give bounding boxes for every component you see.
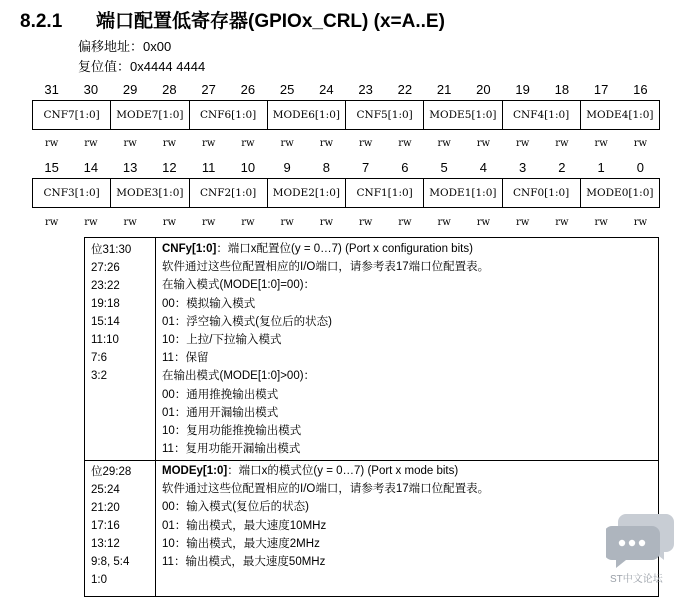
access-type: rw (476, 217, 491, 228)
bit-position: 位31:30 (91, 244, 132, 256)
upper-access-types (32, 138, 660, 149)
cnf-field-name: CNFy[1:0] (162, 243, 217, 255)
mode-field-title: ：端口x的模式位(y = 0…7) (Port x mode bits) (227, 465, 459, 477)
access-type: rw (555, 217, 569, 228)
cnf-description (162, 240, 489, 458)
bit-number: 8 (322, 160, 330, 175)
register-field: MODE1[1:0] (424, 179, 502, 207)
row-divider (85, 460, 658, 461)
mode-bit-positions (91, 463, 131, 589)
bit-number: 7 (362, 160, 370, 175)
bit-number: 18 (554, 82, 570, 97)
register-field: CNF7[1:0] (33, 101, 111, 129)
bit-number: 19 (515, 82, 530, 97)
bit-position: 17:16 (91, 520, 120, 532)
description-line: 00：模拟输入模式 (162, 297, 256, 310)
description-line: 11：输出模式，最大速度50MHz (162, 555, 326, 568)
bit-number: 28 (162, 82, 177, 97)
bit-position: 3:2 (91, 370, 107, 382)
description-line: 在输出模式(MODE[1:0]>00)： (162, 370, 316, 383)
bit-number: 14 (83, 160, 99, 175)
bit-position: 7:6 (91, 352, 107, 364)
cnf-title-line (162, 240, 489, 258)
access-type: rw (358, 138, 373, 149)
description-line: 10：上拉/下拉输入模式 (162, 333, 282, 346)
access-type: rw (633, 138, 648, 149)
register-field: MODE2[1:0] (268, 179, 346, 207)
register-field: MODE5[1:0] (424, 101, 502, 129)
register-field: MODE4[1:0] (586, 109, 654, 121)
bit-position: 1:0 (91, 574, 107, 586)
description-line: 软件通过这些位配置相应的I/O端口，请参考表17端口位配置表。 (162, 483, 490, 496)
access-type: rw (555, 138, 569, 149)
bit-number: 21 (436, 82, 452, 97)
section-number: 8.2.1 (20, 11, 63, 32)
bit-number: 29 (122, 82, 138, 97)
access-type: rw (437, 138, 451, 149)
description-line: 11：保留 (162, 352, 209, 365)
reset-value: 复位值：0x4444 4444 (78, 59, 206, 74)
description-line: 01：通用开漏输出模式 (162, 406, 279, 419)
bit-position: 位29:28 (91, 466, 132, 478)
bit-number: 6 (401, 160, 409, 175)
bit-position: 25:24 (91, 484, 120, 496)
access-type: rw (280, 217, 294, 228)
bit-number: 30 (83, 82, 99, 97)
bit-position: 11:10 (91, 334, 119, 346)
description-line: 软件通过这些位配置相应的I/O端口，请参考表17端口位配置表。 (162, 261, 490, 274)
access-type: rw (319, 217, 334, 228)
description-line: 01：浮空输入模式(复位后的状态) (162, 315, 332, 328)
access-type: rw (241, 138, 255, 149)
bit-number: 13 (122, 160, 138, 175)
bit-number: 23 (358, 82, 373, 97)
access-type: rw (594, 138, 608, 149)
bit-number: 22 (397, 82, 413, 97)
lower-bit-numbers (32, 160, 660, 175)
bit-number: 25 (279, 82, 295, 97)
access-type: rw (241, 217, 255, 228)
bit-position: 19:18 (91, 298, 120, 310)
section-heading (20, 6, 445, 33)
bit-number: 24 (319, 82, 334, 97)
offset-address: 偏移地址：0x00 (78, 39, 172, 54)
section-title: 端口配置低寄存器(GPIOx_CRL) (x=A..E) (96, 11, 445, 32)
access-type: rw (437, 217, 451, 228)
mode-title-line (162, 462, 489, 480)
bit-position: 27:26 (91, 262, 120, 274)
bit-number: 0 (636, 160, 644, 175)
upper-bit-numbers (32, 82, 660, 97)
upper-register-fields (32, 100, 660, 130)
register-field: MODE6[1:0] (268, 101, 346, 129)
cnf-field-title: ：端口x配置位(y = 0…7) (Port x configuration bits) (216, 243, 473, 255)
access-type: rw (398, 138, 412, 149)
bit-position: 13:12 (91, 538, 120, 550)
access-type: rw (84, 138, 98, 149)
cnf-bit-positions (91, 241, 131, 385)
bit-position: 23:22 (91, 280, 120, 292)
bit-number: 31 (44, 82, 59, 97)
bit-number: 9 (283, 160, 291, 175)
bit-number: 15 (44, 160, 59, 175)
bit-number: 1 (597, 160, 605, 175)
bit-number: 16 (633, 82, 648, 97)
access-type: rw (123, 217, 137, 228)
access-type: rw (515, 217, 530, 228)
access-type: rw (594, 217, 608, 228)
lower-register-fields (32, 178, 660, 208)
register-field: CNF5[1:0] (346, 101, 424, 129)
bit-number: 2 (558, 160, 566, 175)
register-field: CNF6[1:0] (190, 101, 268, 129)
mode-field-name: MODEy[1:0] (162, 465, 228, 477)
register-field: CNF2[1:0] (190, 179, 268, 207)
access-type: rw (201, 138, 216, 149)
bit-number: 27 (201, 82, 216, 97)
description-line: 在输入模式(MODE[1:0]=00)： (162, 279, 316, 292)
access-type: rw (358, 217, 373, 228)
bit-number: 17 (593, 82, 609, 97)
description-line: 00：通用推挽输出模式 (162, 388, 279, 401)
access-type: rw (633, 217, 648, 228)
register-field: CNF4[1:0] (503, 101, 581, 129)
access-type: rw (515, 138, 530, 149)
bit-position: 9:8, 5:4 (91, 556, 130, 568)
bit-number: 20 (476, 82, 491, 97)
access-type: rw (44, 217, 59, 228)
access-type: rw (84, 217, 98, 228)
bit-position: 15:14 (91, 316, 120, 328)
bit-number: 12 (162, 160, 177, 175)
column-divider (155, 238, 156, 596)
register-field: MODE3[1:0] (111, 179, 189, 207)
access-type: rw (398, 217, 412, 228)
mode-description (162, 462, 489, 571)
access-type: rw (280, 138, 294, 149)
bit-number: 11 (201, 160, 216, 175)
access-type: rw (123, 138, 137, 149)
register-field: CNF1[1:0] (346, 179, 424, 207)
access-type: rw (162, 138, 177, 149)
lower-access-types (32, 217, 660, 228)
register-field: CNF0[1:0] (503, 179, 581, 207)
bit-number: 10 (240, 160, 256, 175)
access-type: rw (162, 217, 177, 228)
access-type: rw (319, 138, 334, 149)
chat-bubble-icon (606, 510, 678, 573)
description-line: 01：输出模式，最大速度10MHz (162, 519, 327, 532)
bit-description-table (84, 237, 659, 597)
description-line: 00：输入模式(复位后的状态) (162, 501, 309, 514)
bit-position: 21:20 (91, 502, 120, 514)
register-field: MODE0[1:0] (586, 187, 654, 199)
description-line: 11：复用功能开漏输出模式 (162, 443, 301, 456)
description-line: 10：输出模式，最大速度2MHz (162, 537, 320, 550)
bit-number: 26 (240, 82, 256, 97)
description-line: 10：复用功能推挽输出模式 (162, 424, 302, 437)
register-field: MODE7[1:0] (111, 101, 189, 129)
watermark-text: ST中文论坛 (610, 574, 663, 585)
access-type: rw (44, 138, 59, 149)
access-type: rw (201, 217, 216, 228)
register-field: CNF3[1:0] (33, 179, 111, 207)
bit-number: 5 (440, 160, 448, 175)
access-type: rw (476, 138, 491, 149)
bit-number: 4 (479, 160, 487, 175)
bit-number: 3 (519, 160, 527, 175)
